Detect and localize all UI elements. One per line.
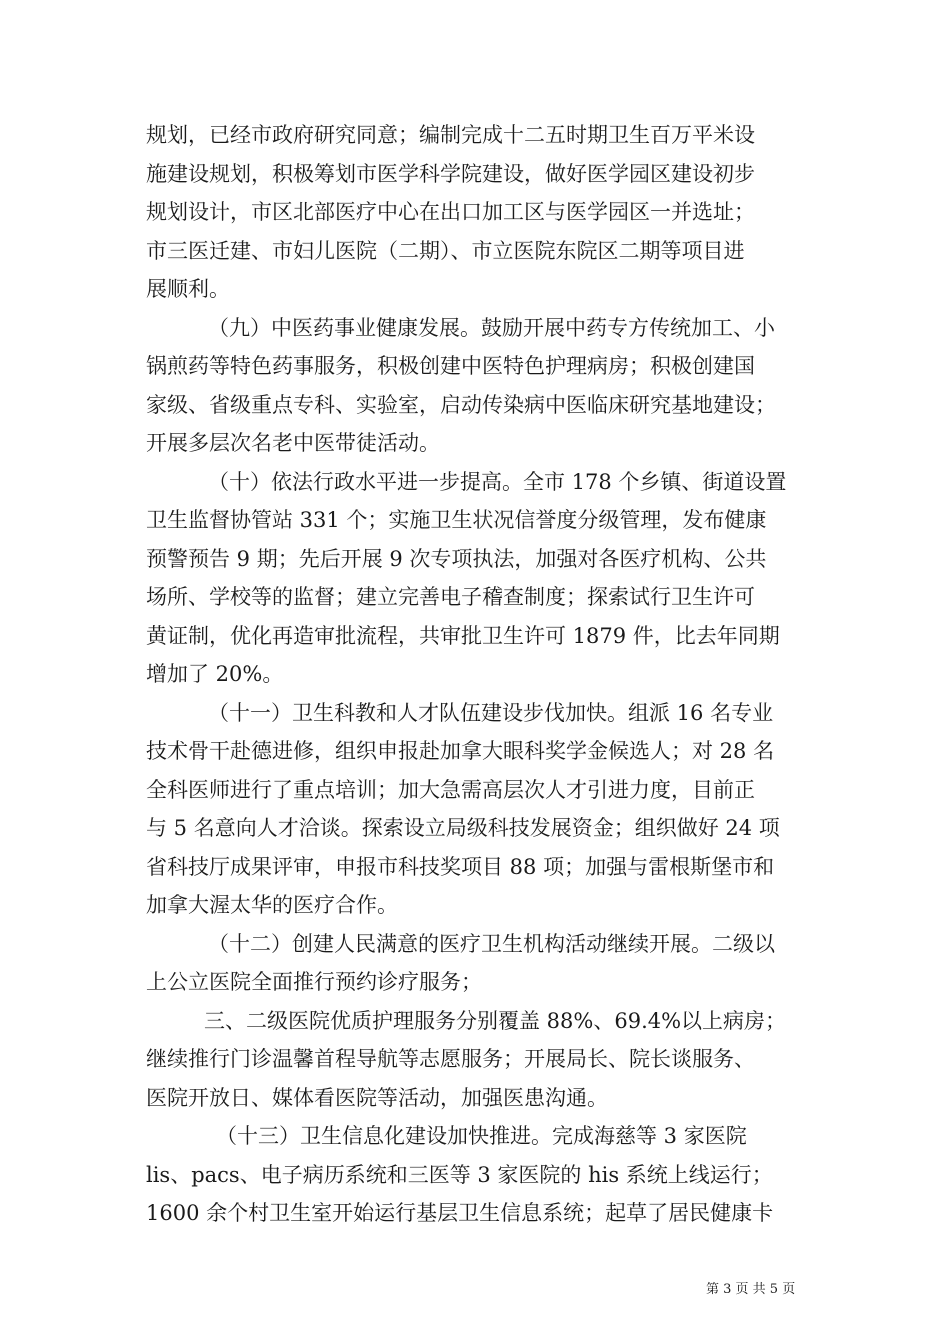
text-line: 全科医师进行了重点培训；加大急需高层次人才引进力度，目前正 [146, 777, 755, 802]
document-body [146, 116, 822, 1233]
text-line: 场所、学校等的监督；建立完善电子稽查制度；探索试行卫生许可 [146, 585, 755, 609]
page-number-footer: 第 3 页 共 5 页 [706, 1282, 796, 1297]
text-line: 黄证制，优化再造审批流程，共审批卫生许可 1879 件，比去年同期 [146, 623, 780, 648]
text-line: 施建设规划，积极筹划市医学科学院建设，做好医学园区建设初步 [146, 161, 755, 186]
text-line: 省科技厅成果评审，申报市科技奖项目 88 项；加强与雷根斯堡市和 [146, 854, 775, 879]
text-line: 1600 余个村卫生室开始运行基层卫生信息系统；起草了居民健康卡 [146, 1201, 774, 1225]
text-line: 展顺利。 [146, 277, 230, 301]
text-line: 预警预告 9 期；先后开展 9 次专项执法，加强对各医疗机构、公共 [146, 546, 767, 571]
text-line: 与 5 名意向人才洽谈。探索设立局级科技发展资金；组织做好 24 项 [146, 816, 780, 840]
text-line: 锅煎药等特色药事服务，积极创建中医特色护理病房；积极创建国 [146, 354, 755, 378]
text-line: 增加了 20%。 [146, 662, 284, 686]
text-line: 卫生监督协管站 331 个；实施卫生状况信誉度分级管理，发布健康 [146, 508, 767, 532]
text-line: 开展多层次名老中医带徒活动。 [146, 431, 440, 455]
text-line: 规划，已经市政府研究同意；编制完成十二五时期卫生百万平米设 [146, 123, 755, 147]
section-heading-line: （十三）卫生信息化建设加快推进。完成海慈等 3 家医院 [216, 1124, 747, 1148]
text-line: 继续推行门诊温馨首程导航等志愿服务；开展局长、院长谈服务、 [146, 1047, 755, 1071]
section-heading-line: （十一）卫生科教和人才队伍建设步伐加快。组派 16 名专业 [208, 700, 774, 725]
text-line: 市三医迁建、市妇儿医院（二期）、市立医院东院区二期等项目进 [146, 238, 745, 263]
section-heading-line: （九）中医药事业健康发展。鼓励开展中药专方传统加工、小 [208, 315, 775, 340]
section-heading-line: （十二）创建人民满意的医疗卫生机构活动继续开展。二级以 [208, 931, 775, 956]
section-heading-line: （十）依法行政水平进一步提高。全市 178 个乡镇、街道设置 [208, 469, 787, 494]
text-line: 上公立医院全面推行预约诊疗服务； [146, 970, 482, 994]
text-line: lis、pacs、电子病历系统和三医等 3 家医院的 his 系统上线运行； [146, 1162, 773, 1187]
text-line: 规划设计，市区北部医疗中心在出口加工区与医学园区一并选址； [146, 200, 755, 224]
text-line: 加拿大渥太华的医疗合作。 [146, 893, 398, 917]
paragraph-start-line: 三、二级医院优质护理服务分别覆盖 88%、69.4%以上病房； [204, 1008, 787, 1033]
text-line: 技术骨干赴德进修，组织申报赴加拿大眼科奖学金候选人；对 28 名 [146, 739, 775, 763]
text-line: 医院开放日、媒体看医院等活动，加强医患沟通。 [146, 1085, 608, 1110]
text-line: 家级、省级重点专科、实验室，启动传染病中医临床研究基地建设； [146, 392, 776, 417]
